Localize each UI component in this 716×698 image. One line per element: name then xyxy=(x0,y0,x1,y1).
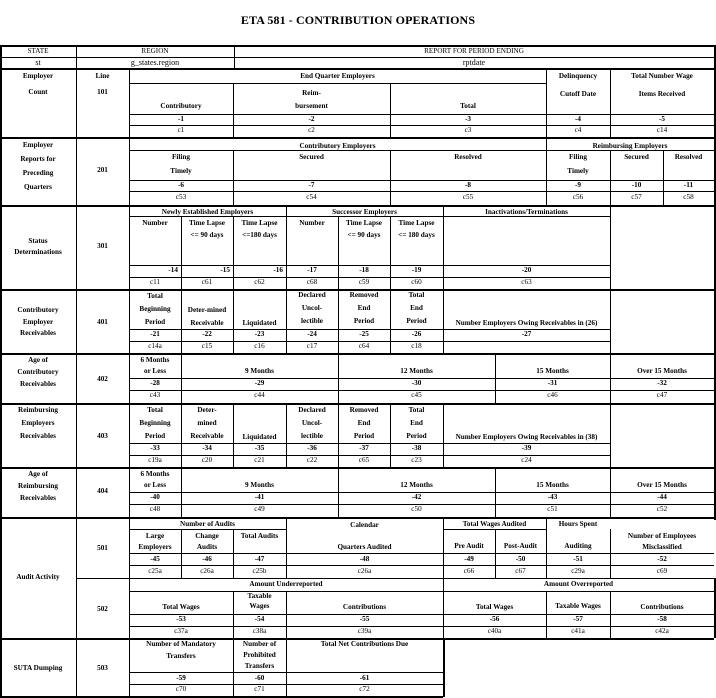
col-resolved: Resolved xyxy=(454,153,482,161)
item-number: -21 xyxy=(150,330,160,338)
col-reimbursement: Reim- xyxy=(302,89,321,97)
field-code[interactable]: c18 xyxy=(411,342,422,350)
period-value[interactable]: rptdate xyxy=(462,58,486,67)
field-code[interactable]: c47 xyxy=(656,391,668,399)
col-misclassified: Number of Employees xyxy=(627,532,697,540)
amount-underreported-label: Amount Underreported xyxy=(249,580,323,588)
col-6-months: or Less xyxy=(143,481,167,489)
col-mandatory-transfers: Number of Mandatory xyxy=(146,640,216,648)
header-label: mined xyxy=(197,419,217,427)
col-total-wages: Total Wages xyxy=(162,603,200,611)
col-12-months: 12 Months xyxy=(400,481,433,489)
field-code[interactable]: c44 xyxy=(254,391,265,399)
field-code[interactable]: c45 xyxy=(411,391,422,399)
item-number: -7 xyxy=(308,181,315,189)
rule-line xyxy=(610,289,611,353)
header-label: Period xyxy=(144,318,166,326)
col-quarters-audited: Quarters Audited xyxy=(337,543,392,551)
item-number: -61 xyxy=(359,674,370,682)
item-number: -58 xyxy=(657,615,667,623)
line-label: Line xyxy=(95,72,110,80)
row-label: Count xyxy=(28,88,48,96)
line-number: 404 xyxy=(97,487,108,495)
col-change-audits: Change xyxy=(195,532,219,540)
col-large-employers: Large xyxy=(145,532,165,540)
header-label: Period xyxy=(353,432,375,440)
row-label: Employer xyxy=(22,318,54,326)
item-number: -32 xyxy=(657,379,667,387)
header-label: lectible xyxy=(301,432,323,440)
field-code[interactable]: c16 xyxy=(254,342,265,350)
col-net-contributions: Total Net Contributions Due xyxy=(320,640,409,648)
field-code[interactable]: c38a xyxy=(252,627,267,635)
row-label: Status xyxy=(28,237,48,245)
item-number: -29 xyxy=(254,379,265,387)
col-liquidated: Liquidated xyxy=(242,433,277,441)
delinquency-label: Cutoff Date xyxy=(559,90,597,98)
item-number: -14 xyxy=(168,266,178,274)
field-code[interactable]: c3 xyxy=(464,126,472,134)
header-label: Total xyxy=(408,406,425,414)
field-code[interactable]: c52 xyxy=(656,505,668,513)
header-label: End xyxy=(410,304,423,312)
header-label: Declared xyxy=(298,406,326,414)
total-wage-label: Total Number Wage xyxy=(631,72,693,80)
line-number: 501 xyxy=(97,544,108,552)
field-code[interactable]: c37a xyxy=(174,627,188,635)
field-code[interactable]: c55 xyxy=(462,193,474,201)
field-code[interactable]: c1 xyxy=(177,126,185,134)
col-mandatory-transfers: Transfers xyxy=(166,652,196,660)
col-prohibited-transfers: Transfers xyxy=(244,662,275,670)
col-prohibited-transfers: Prohibited xyxy=(243,651,276,659)
col-post-audit: Post-Audit xyxy=(503,542,538,550)
field-code[interactable]: c29a xyxy=(571,567,585,575)
col-9-months: 9 Months xyxy=(245,367,274,375)
col-filing-timely: Timely xyxy=(170,167,192,175)
col-resolved: Resolved xyxy=(674,153,703,161)
rule-line xyxy=(129,565,714,566)
line-number: 503 xyxy=(97,664,108,672)
col-taxable-wages: Wages xyxy=(249,602,270,610)
item-number: -17 xyxy=(307,266,317,274)
row-label: Age of xyxy=(28,470,48,478)
item-number: -3 xyxy=(465,115,471,123)
col-reimbursement: bursement xyxy=(295,102,328,110)
successor-employers-label: Successor Employers xyxy=(332,208,397,216)
item-number: -25 xyxy=(359,330,369,338)
item-number: -52 xyxy=(657,555,667,563)
item-number: -56 xyxy=(489,615,500,623)
col-total-wages: Total Wages xyxy=(475,603,514,611)
item-number: -47 xyxy=(254,555,265,563)
col-number: Number xyxy=(299,219,325,227)
col-time-lapse-90: <= 90 days xyxy=(190,231,224,239)
item-number: -41 xyxy=(254,493,265,501)
row-label: Determinations xyxy=(14,248,62,256)
item-number: -37 xyxy=(359,444,369,452)
row-label: Reimbursing xyxy=(18,482,58,490)
field-code[interactable]: c20 xyxy=(201,456,213,464)
item-number: -40 xyxy=(150,493,160,501)
item-number: -23 xyxy=(254,330,265,338)
col-taxable-wages: Taxable xyxy=(247,592,272,600)
col-6-months: 6 Months xyxy=(140,470,170,478)
field-code[interactable]: c64 xyxy=(358,342,370,350)
item-number: -43 xyxy=(547,493,558,501)
rule-line xyxy=(610,205,611,289)
col-prohibited-transfers: Number of xyxy=(242,640,277,648)
col-taxable-wages: Taxable Wages xyxy=(555,602,601,610)
item-number: -54 xyxy=(254,615,265,623)
row-label: Quarters xyxy=(24,183,52,191)
col-secured: Secured xyxy=(624,153,649,161)
field-code[interactable]: c66 xyxy=(463,567,475,575)
item-number: -55 xyxy=(359,615,370,623)
col-filing-timely: Timely xyxy=(567,167,589,175)
rule-line xyxy=(0,517,714,519)
field-code[interactable]: c72 xyxy=(359,685,370,693)
field-code[interactable]: c51 xyxy=(547,505,558,513)
col-6-months: 6 Months xyxy=(140,356,170,364)
item-number: -51 xyxy=(573,555,583,563)
item-number: -38 xyxy=(411,444,422,452)
rule-line xyxy=(0,403,714,405)
field-code[interactable]: c23 xyxy=(411,456,422,464)
rule-line xyxy=(129,553,714,554)
header-label: Receivable xyxy=(190,319,224,327)
item-number: -20 xyxy=(521,266,532,274)
item-number: -28 xyxy=(150,379,160,387)
line-number: 402 xyxy=(97,375,108,383)
col-over-15-months: Over 15 Months xyxy=(637,367,687,375)
header-label: Total xyxy=(408,291,425,299)
item-number: -60 xyxy=(254,674,265,682)
header-label: Uncol- xyxy=(301,419,323,427)
row-label: Reimbursing xyxy=(18,406,58,414)
header-label: Period xyxy=(144,432,166,440)
row-label: Receivables xyxy=(20,380,56,388)
rule-line xyxy=(0,467,714,469)
col-time-lapse-180: <= 180 days xyxy=(398,231,435,239)
line-number: 101 xyxy=(97,88,108,96)
item-number: -15 xyxy=(220,266,230,274)
item-number: -31 xyxy=(547,379,558,387)
rule-line xyxy=(0,137,714,139)
col-pre-audit: Pre Audit xyxy=(454,542,484,550)
line-number: 201 xyxy=(97,166,108,174)
amount-overreported-label: Amount Overreported xyxy=(543,580,614,588)
page-title: ETA 581 - CONTRIBUTION OPERATIONS xyxy=(240,13,476,27)
header-label: Total xyxy=(147,406,163,414)
line-number: 401 xyxy=(97,318,108,326)
header-label: Declared xyxy=(298,291,326,299)
field-code[interactable]: c42a xyxy=(655,627,669,635)
col-owing: Number Employers Owing Receivables in (38) xyxy=(455,433,598,441)
col-time-lapse-90: Time Lapse xyxy=(345,219,382,227)
header-label: lectible xyxy=(301,317,323,325)
row-label: Reports for xyxy=(20,155,56,163)
inactivations-label: Inactivations/Terminations xyxy=(485,208,568,216)
col-liquidated: Liquidated xyxy=(242,319,277,327)
field-code[interactable]: c4 xyxy=(574,126,582,134)
row-label: Receivables xyxy=(20,432,56,440)
field-code[interactable]: c43 xyxy=(149,391,161,399)
total-wages-audited-label: Total Wages Audited xyxy=(462,520,527,528)
field-code[interactable]: c26a xyxy=(200,567,214,575)
rule-line xyxy=(76,578,716,579)
item-number: -45 xyxy=(150,555,160,563)
item-number: -6 xyxy=(178,181,184,189)
item-number: -9 xyxy=(575,181,581,189)
line-number: 301 xyxy=(97,242,108,250)
field-code[interactable]: c22 xyxy=(306,456,318,464)
col-contributory: Contributory xyxy=(160,102,202,110)
row-label: Employers xyxy=(21,419,55,427)
item-number: -2 xyxy=(308,115,315,123)
item-number: -11 xyxy=(683,181,694,189)
rule-line xyxy=(129,191,714,192)
item-number: -33 xyxy=(150,444,160,452)
field-code[interactable]: c39a xyxy=(357,627,372,635)
rule-line xyxy=(129,591,714,592)
contribution-operations-form xyxy=(0,45,716,698)
col-over-15-months: Over 15 Months xyxy=(637,481,687,489)
field-code[interactable]: c26a xyxy=(357,567,372,575)
header-label: End xyxy=(410,419,423,427)
col-time-lapse-180: <=180 days xyxy=(242,231,277,239)
row-label: Receivables xyxy=(20,329,56,337)
rule-line xyxy=(610,403,611,467)
field-code[interactable]: c58 xyxy=(683,193,694,201)
field-code[interactable]: c60 xyxy=(411,278,422,286)
rule-line xyxy=(0,353,714,355)
item-number: -50 xyxy=(515,555,526,563)
item-number: -36 xyxy=(307,444,317,452)
item-number: -19 xyxy=(411,266,422,274)
header-label: Uncol- xyxy=(301,304,323,312)
field-code[interactable]: c15 xyxy=(201,342,213,350)
field-code[interactable]: c40a xyxy=(487,627,502,635)
item-number: -4 xyxy=(575,115,581,123)
rule-line xyxy=(129,529,286,530)
col-time-lapse-90: Time Lapse xyxy=(188,219,225,227)
col-hours-spent: Auditing xyxy=(564,542,592,550)
field-code[interactable]: c14a xyxy=(148,342,162,350)
header-label: Removed xyxy=(349,406,379,414)
field-code[interactable]: c63 xyxy=(521,278,532,286)
col-total-audits: Total Audits xyxy=(240,532,279,540)
row-label: Audit Activity xyxy=(16,573,60,581)
header-label: Period xyxy=(406,317,427,325)
rule-line xyxy=(129,83,546,84)
col-secured: Secured xyxy=(299,153,324,161)
item-number: -5 xyxy=(659,115,665,123)
field-code[interactable]: c70 xyxy=(175,685,187,693)
line-number: 502 xyxy=(97,605,108,613)
row-label: Contributory xyxy=(17,368,59,376)
col-15-months: 15 Months xyxy=(536,481,569,489)
item-number: -35 xyxy=(254,444,265,452)
field-code[interactable]: c19a xyxy=(148,456,162,464)
state-label: STATE xyxy=(27,47,49,55)
item-number: -27 xyxy=(521,330,532,338)
col-time-lapse-180: Time Lapse xyxy=(398,219,435,227)
col-time-lapse-90: <= 90 days xyxy=(347,231,381,239)
period-label: REPORT FOR PERIOD ENDING xyxy=(424,47,524,55)
row-label: Employer xyxy=(22,141,54,149)
header-label: Deter-mined xyxy=(187,306,227,314)
end-quarter-label: End Quarter Employers xyxy=(300,72,375,80)
item-number: -46 xyxy=(202,555,212,563)
header-label: End xyxy=(357,419,371,427)
col-change-audits: Audits xyxy=(196,543,218,551)
col-calendar: Calendar xyxy=(350,521,379,529)
field-code[interactable]: c69 xyxy=(656,567,668,575)
col-large-employers: Employers xyxy=(138,543,172,551)
col-contributions: Contributions xyxy=(640,603,684,611)
field-code[interactable]: c48 xyxy=(149,505,161,513)
col-misclassified: Misclassified xyxy=(642,543,682,551)
total-wage-label: Items Received xyxy=(638,90,686,98)
item-number: -16 xyxy=(273,266,283,274)
field-code[interactable]: c17 xyxy=(306,342,318,350)
field-code[interactable]: c25b xyxy=(252,567,267,575)
header-label: End xyxy=(357,304,371,312)
field-code[interactable]: c65 xyxy=(358,456,370,464)
field-code[interactable]: c57 xyxy=(631,193,642,201)
row-label: Receivables xyxy=(20,494,56,502)
col-6-months: or Less xyxy=(143,367,167,375)
item-number: -18 xyxy=(359,266,369,274)
rule-line xyxy=(443,638,445,697)
field-code[interactable]: c71 xyxy=(254,685,265,693)
state-value[interactable]: st xyxy=(35,58,41,67)
reimbursing-employers-label: Reimbursing Employers xyxy=(592,142,668,150)
col-time-lapse-180: Time Lapse xyxy=(241,219,278,227)
col-number: Number xyxy=(142,219,168,227)
field-code[interactable]: c67 xyxy=(515,567,526,575)
rule-line xyxy=(0,205,714,207)
item-number: -59 xyxy=(176,674,186,682)
field-code[interactable]: c11 xyxy=(149,278,161,286)
item-number: -34 xyxy=(202,444,212,452)
rule-line xyxy=(0,68,716,70)
row-label: Employer xyxy=(22,72,54,80)
field-code[interactable]: c53 xyxy=(175,193,187,201)
field-code[interactable]: c41a xyxy=(571,627,585,635)
item-number: -44 xyxy=(657,493,667,501)
field-code[interactable]: c49 xyxy=(254,505,265,513)
field-code[interactable]: c59 xyxy=(358,278,370,286)
item-number: -42 xyxy=(411,493,422,501)
item-number: -48 xyxy=(359,555,370,563)
col-contributions: Contributions xyxy=(342,603,387,611)
item-number: -39 xyxy=(521,444,532,452)
col-filing-timely: Filing xyxy=(172,153,190,161)
region-value[interactable]: g_states.region xyxy=(130,58,180,67)
contributory-employers-label: Contributory Employers xyxy=(299,142,376,150)
item-number: -53 xyxy=(176,615,186,623)
field-code[interactable]: c68 xyxy=(306,278,318,286)
header-label: Period xyxy=(353,317,375,325)
item-number: -30 xyxy=(411,379,422,387)
header-label: Beginning xyxy=(139,419,171,427)
number-of-audits-label: Number of Audits xyxy=(180,520,235,528)
field-code[interactable]: c54 xyxy=(306,193,317,201)
item-number: -49 xyxy=(464,555,474,563)
row-label: Age of xyxy=(28,356,48,364)
col-total: Total xyxy=(460,102,476,110)
item-number: -8 xyxy=(465,181,471,189)
header-label: Deter- xyxy=(197,406,217,414)
col-owing: Number Employers Owing Receivables in (26) xyxy=(455,319,598,327)
field-code[interactable]: c24 xyxy=(521,456,532,464)
item-number: -22 xyxy=(202,330,212,338)
field-code[interactable]: c25a xyxy=(148,567,162,575)
item-number: -57 xyxy=(573,615,583,623)
header-label: Removed xyxy=(349,291,379,299)
header-label: Total xyxy=(147,292,163,300)
field-code[interactable]: c21 xyxy=(254,456,265,464)
field-code[interactable]: c46 xyxy=(547,391,558,399)
field-code[interactable]: c14 xyxy=(656,126,668,134)
item-number: -26 xyxy=(411,330,422,338)
field-code[interactable]: c61 xyxy=(201,278,213,286)
col-15-months: 15 Months xyxy=(536,367,569,375)
col-filing-timely: Filing xyxy=(569,153,587,161)
item-number: -10 xyxy=(631,181,642,189)
delinquency-label: Delinquency xyxy=(558,72,598,80)
row-label: Contributory xyxy=(17,306,59,314)
rule-line xyxy=(443,205,444,289)
field-code[interactable]: c56 xyxy=(572,193,584,201)
rule-line xyxy=(286,205,287,289)
header-label: Period xyxy=(406,432,427,440)
col-hours-spent: Hours Spent xyxy=(558,520,598,528)
item-number: -1 xyxy=(178,115,184,123)
field-code[interactable]: c2 xyxy=(308,126,315,134)
col-9-months: 9 Months xyxy=(245,481,274,489)
item-number: -24 xyxy=(307,330,317,338)
header-label: Receivable xyxy=(190,432,224,440)
newly-established-label: Newly Established Employers xyxy=(161,208,254,216)
field-code[interactable]: c62 xyxy=(254,278,265,286)
col-12-months: 12 Months xyxy=(400,367,433,375)
field-code[interactable]: c50 xyxy=(411,505,422,513)
line-number: 403 xyxy=(97,432,108,440)
row-label: SUTA Dumping xyxy=(13,664,63,672)
region-label: REGION xyxy=(141,47,169,55)
row-label: Preceding xyxy=(22,169,54,177)
header-label: Beginning xyxy=(139,305,171,313)
